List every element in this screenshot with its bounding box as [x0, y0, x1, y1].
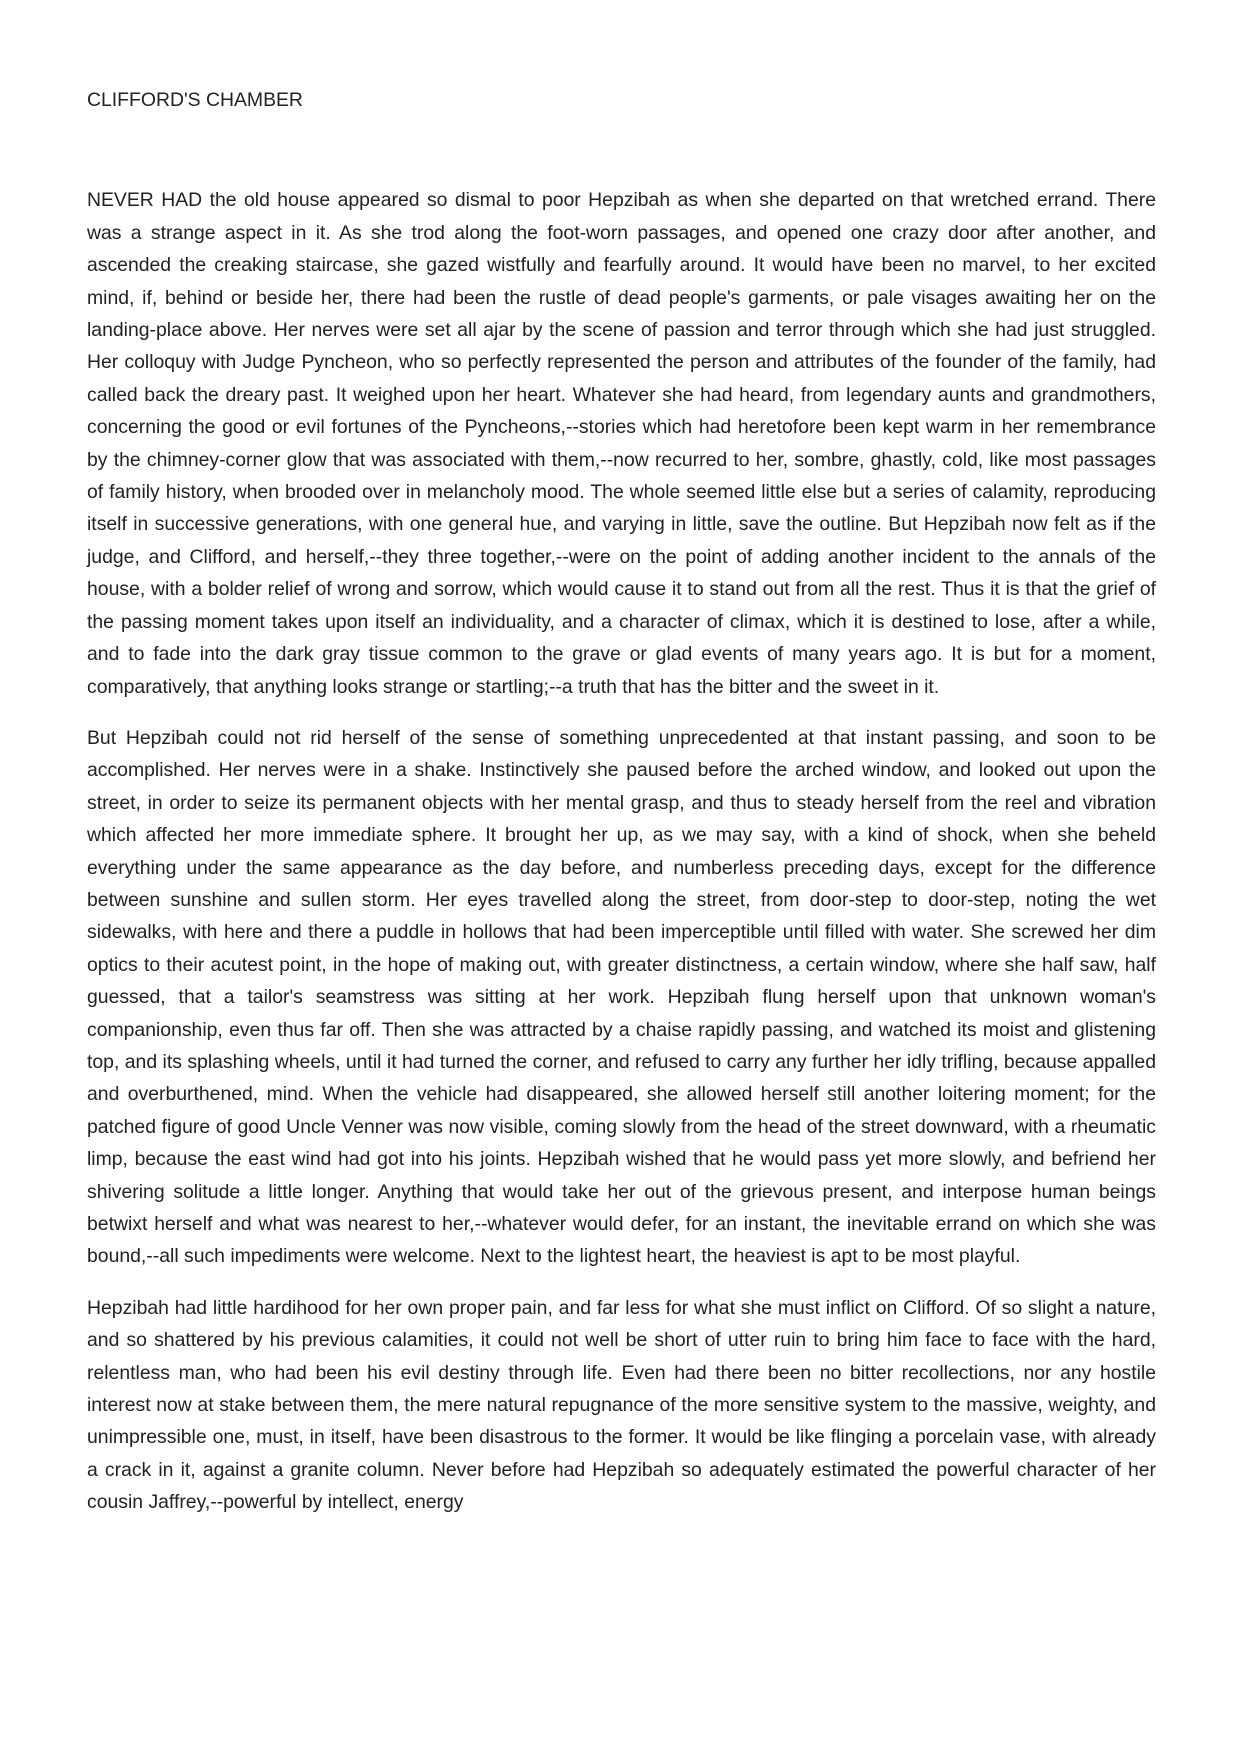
paragraph-2: But Hepzibah could not rid herself of the sense of something unprecedented at that instant passing, and soon to be accomplished. Her nerves were in a shake. Instinctively she paused before the arched window, and looked out upon the street, in order to seize its permanent objects with her mental grasp, and thus to steady herself from the reel and vibration which affected her more immediate sphere. It brought her up, as we may say, with a kind of shock, when she beheld everything under the same appearance as the day before, and numberless preceding days, except for the difference between sunshine and sullen storm. Her eyes travelled along the street, from door-step to door-step, noting the wet sidewalks, with here and there a puddle in hollows that had been imperceptible until filled with water. She screwed her dim optics to their acutest point, in the hope of making out, with greater distinctness, a certain window, where she half saw, half guessed, that a tailor's seamstress was sitting at her work. Hepzibah flung herself upon that unknown woman's companionship, even thus far off. Then she was attracted by a chaise rapidly passing, and watched its moist and glistening top, and its splashing wheels, until it had turned the corner, and refused to carry any further her idly trifling, because appalled and overburthened, mind. When the vehicle had disappeared, she allowed herself still another loitering moment; for the patched figure of good Uncle Venner was now visible, coming slowly from the head of the street downward, with a rheumatic limp, because the east wind had got into his joints. Hepzibah wished that he would pass yet more slowly, and befriend her shivering solitude a little longer. Anything that would take her out of the grievous present, and interpose human beings betwixt herself and what was nearest to her,--whatever would defer, for an instant, the inevitable errand on which she was bound,--all such impediments were welcome. Next to the lightest heart, the heaviest is apt to be most playful. [87, 726, 1156, 1268]
chapter-title: CLIFFORD'S CHAMBER [87, 89, 303, 111]
document-page [87, 84, 1156, 1538]
paragraph-1: NEVER HAD the old house appeared so dismal to poor Hepzibah as when she departed on that wretched errand. There was a strange aspect in it. As she trod along the foot-worn passages, and opened one crazy door after another, and ascended the creaking staircase, she gazed wistfully and fearfully around. It would have been no marvel, to her excited mind, if, behind or beside her, there had been the rustle of dead people's garments, or pale visages awaiting her on the landing-place above. Her nerves were set all ajar by the scene of passion and terror through which she had just struggled. Her colloquy with Judge Pyncheon, who so perfectly represented the person and attributes of the founder of the family, had called back the dreary past. It weighed upon her heart. Whatever she had heard, from legendary aunts and grandmothers, concerning the good or evil fortunes of the Pyncheons,--stories which had heretofore been kept warm in her remembrance by the chimney-corner glow that was associated with them,--now recurred to her, sombre, ghastly, cold, like most passages of family history, when brooded over in melancholy mood. The whole seemed little else but a series of calamity, reproducing itself in successive generations, with one general hue, and varying in little, save the outline. But Hepzibah now felt as if the judge, and Clifford, and herself,--they three together,--were on the point of adding another incident to the annals of the house, with a bolder relief of wrong and sorrow, which would cause it to stand out from all the rest. Thus it is that the grief of the passing moment takes upon itself an individuality, and a character of climax, which it is destined to lose, after a while, and to fade into the dark gray tissue common to the grave or glad events of many years ago. It is but for a moment, comparatively, that anything looks strange or startling;--a truth that has the bitter and the sweet in it. [87, 189, 1156, 698]
paragraph-3: Hepzibah had little hardihood for her own proper pain, and far less for what she must inflict on Clifford. Of so slight a nature, and so shattered by his previous calamities, it could not well be short of utter ruin to bring him face to face with the hard, relentless man, who had been his evil destiny through life. Even had there been no bitter recollections, nor any hostile interest now at stake between them, the mere natural repugnance of the more sensitive system to the massive, weighty, and unimpressible one, must, in itself, have been disastrous to the former. It would be like flinging a porcelain vase, with already a crack in it, against a granite column. Never before had Hepzibah so adequately estimated the powerful character of her cousin Jaffrey,--powerful by intellect, energy [87, 1296, 1156, 1514]
